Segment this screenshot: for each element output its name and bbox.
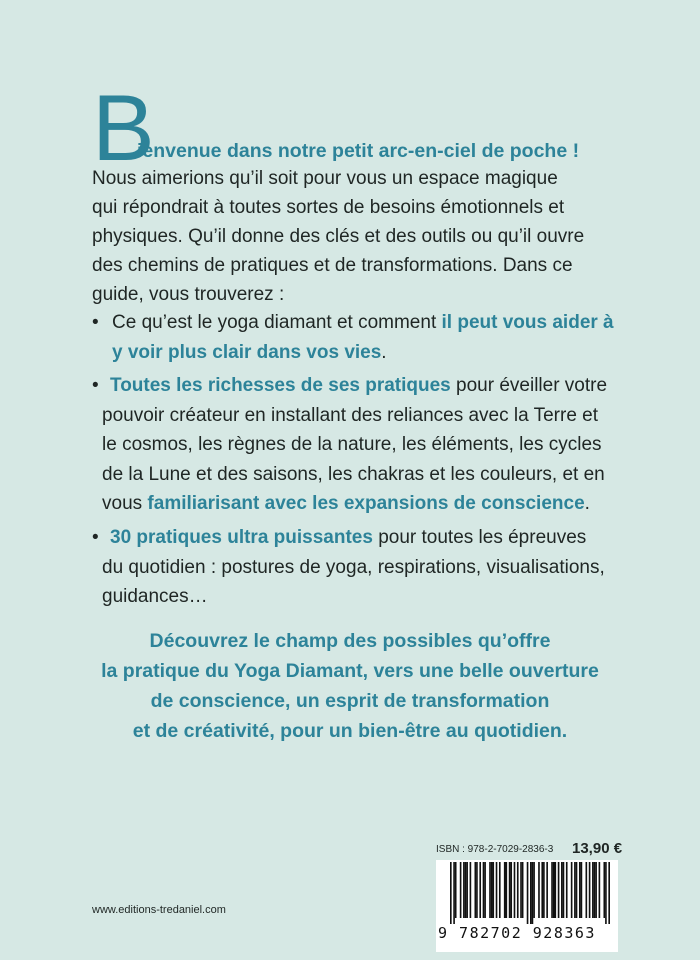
- barcode-bar: [491, 862, 493, 918]
- bullet-line: de la Lune et des saisons, les chakras et les couleurs, et en: [102, 463, 605, 485]
- barcode-bar: [561, 862, 563, 918]
- barcode-bar: [453, 862, 455, 924]
- bullet-highlight: il peut vous aider à: [441, 312, 614, 333]
- barcode-bar: [608, 862, 610, 924]
- barcode-bar: [581, 862, 583, 918]
- barcode-bar: [563, 862, 565, 918]
- bullet-line: [110, 523, 605, 553]
- barcode-bar: [510, 862, 512, 918]
- isbn-label: ISBN : 978-2-7029-2836-3: [436, 844, 554, 855]
- barcode-bar: [509, 862, 511, 918]
- bullet-marker: •: [92, 375, 99, 396]
- barcode-bar: [538, 862, 540, 918]
- barcode-bar: [450, 862, 452, 924]
- paragraph-line: Nous aimerions qu’il soit pour vous un espace magique: [92, 168, 558, 189]
- drop-cap: B: [92, 75, 155, 180]
- barcode-bar: [541, 862, 543, 918]
- barcode-bar: [579, 862, 581, 918]
- barcode-bar: [517, 862, 519, 918]
- bullet-line: du quotidien : postures de yoga, respirations, visualisations,: [102, 556, 605, 578]
- barcode-bars: [450, 862, 610, 924]
- paragraph-line: des chemins de pratiques et de transformations. Dans ce: [92, 255, 573, 276]
- closing-statement: [60, 626, 640, 746]
- barcode-bar: [533, 862, 535, 918]
- intro-first-line: ienvenue dans notre petit arc-en-ciel de poche !: [137, 140, 580, 162]
- barcode-bar: [479, 862, 481, 918]
- barcode-digits: 9 782702 928363: [438, 924, 596, 942]
- barcode-bar: [599, 862, 601, 918]
- bullet-line: [102, 489, 607, 519]
- barcode-bar: [589, 862, 591, 918]
- bullet-highlight: Toutes les richesses de ses pratiques: [110, 375, 451, 396]
- paragraph-line: guide, vous trouverez :: [92, 284, 285, 305]
- barcode-bar: [522, 862, 524, 918]
- barcode-bar: [527, 862, 529, 924]
- barcode-bar: [571, 862, 573, 918]
- intro-paragraph: [92, 164, 612, 309]
- barcode-bar: [474, 862, 476, 918]
- barcode-bar: [543, 862, 545, 918]
- barcode-bar: [506, 862, 508, 918]
- bullet-line: [112, 338, 614, 368]
- barcode-bar: [492, 862, 494, 918]
- bullet-marker: •: [92, 527, 99, 548]
- barcode-bar: [553, 862, 555, 918]
- barcode-bar: [463, 862, 465, 918]
- barcode-bar: [554, 862, 556, 918]
- barcode-bar: [594, 862, 596, 918]
- barcode-bar: [592, 862, 594, 918]
- bullet-text: Ce qu’est le yoga diamant et comment: [112, 312, 442, 333]
- barcode-bar: [460, 862, 462, 918]
- barcode-bar: [532, 862, 534, 924]
- barcode-bar: [603, 862, 605, 918]
- bullet-line: pouvoir créateur en installant des reliances avec la Terre et: [102, 404, 599, 426]
- barcode-bar: [530, 862, 532, 924]
- paragraph-line: qui répondrait à toutes sortes de besoins émotionnels et: [92, 197, 565, 218]
- price-amount: 13,90: [572, 840, 610, 857]
- barcode-bar: [465, 862, 467, 918]
- price-currency: €: [609, 840, 623, 857]
- publisher-website: www.editions-tredaniel.com: [92, 904, 226, 916]
- barcode-bar: [574, 862, 576, 918]
- bullet-line: [112, 308, 614, 338]
- closing-line: Découvrez le champ des possibles qu’offre: [149, 630, 551, 652]
- closing-line: de conscience, un esprit de transformation: [150, 690, 550, 712]
- bullet-line: [110, 371, 607, 401]
- barcode-bar: [566, 862, 568, 918]
- bullet-text: pour toutes les épreuves: [372, 527, 587, 548]
- barcode-bar: [605, 862, 607, 924]
- bullet-highlight: y voir plus clair dans vos vies: [112, 341, 382, 363]
- bullet-line: le cosmos, les règnes de la nature, les éléments, les cycles: [102, 434, 602, 455]
- barcode-bar: [546, 862, 548, 918]
- barcode-bar: [499, 862, 501, 918]
- barcode-bar: [489, 862, 491, 918]
- closing-line: la pratique du Yoga Diamant, vers une belle ouverture: [101, 660, 599, 682]
- barcode-bar: [576, 862, 578, 918]
- barcode-bar: [586, 862, 588, 918]
- bullet-marker: •: [92, 312, 99, 333]
- barcode-bar: [558, 862, 560, 918]
- barcode-bar: [483, 862, 485, 918]
- bullet-text: pour éveiller votre: [450, 375, 608, 396]
- barcode-bar: [476, 862, 478, 918]
- bullet-text: .: [584, 493, 590, 514]
- bullet-highlight: familiarisant avec les expansions de conscience: [147, 493, 585, 514]
- bullet-highlight: 30 pratiques ultra puissantes: [110, 527, 373, 548]
- paragraph-line: physiques. Qu’il donne des clés et des outils ou qu’il ouvre: [92, 226, 585, 247]
- barcode-bar: [496, 862, 498, 918]
- bullet-text: .: [381, 341, 387, 363]
- barcode-bar: [484, 862, 486, 918]
- barcode-bar: [455, 862, 457, 918]
- barcode-bar: [595, 862, 597, 918]
- bullet-text: vous: [102, 493, 148, 514]
- closing-line: et de créativité, pour un bien-être au quotidien.: [132, 720, 568, 742]
- bullet-line: guidances…: [102, 586, 208, 607]
- barcode-bar: [470, 862, 472, 918]
- barcode-bar: [466, 862, 468, 918]
- barcode-bar: [514, 862, 516, 918]
- price: [572, 840, 622, 857]
- barcode: [436, 860, 618, 952]
- barcode-bar: [551, 862, 553, 918]
- barcode-bar: [504, 862, 506, 918]
- barcode-bar: [520, 862, 522, 918]
